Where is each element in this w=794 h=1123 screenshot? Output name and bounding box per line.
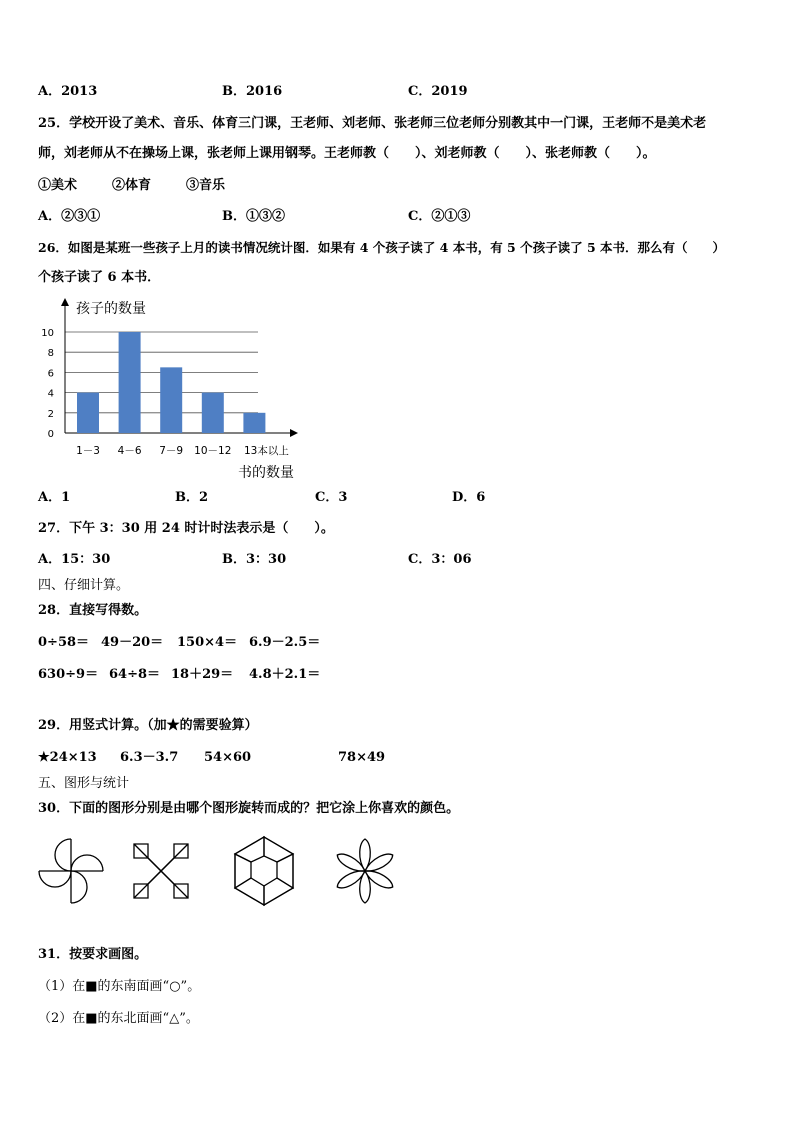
q26-option-b: B．2 bbox=[175, 490, 209, 505]
q28-row2-item2: 64÷8＝ bbox=[109, 667, 161, 682]
chart-x-tick-label: 13本以上 bbox=[243, 445, 289, 457]
q29-item4: 78×49 bbox=[338, 750, 386, 765]
chart-x-tick-label: 4－6 bbox=[117, 445, 142, 457]
chart-x-tick-label: 7－9 bbox=[159, 445, 184, 457]
q26-line2: 个孩子读了 6 本书． bbox=[38, 270, 161, 285]
chart-y-tick-label: 0 bbox=[47, 429, 54, 440]
chart-bar bbox=[243, 413, 265, 433]
q27-option-c: C．3：06 bbox=[408, 552, 472, 567]
q31-sub2: （2）在■的东北面画“△”。 bbox=[38, 1011, 199, 1026]
q25-subject-3: ③音乐 bbox=[186, 178, 226, 193]
q29-text: 29．用竖式计算。（加★的需要验算） bbox=[38, 718, 258, 733]
q30-text: 30．下面的图形分别是由哪个图形旋转而成的？把它涂上你喜欢的颜色。 bbox=[38, 801, 460, 816]
chart-y-tick-label: 2 bbox=[47, 408, 54, 420]
q28-row1-item3: 150×4＝ bbox=[177, 635, 238, 650]
q28-row2-item3: 18＋29＝ bbox=[171, 667, 234, 682]
chart-x-tick-label: 1－3 bbox=[76, 445, 100, 457]
q29-item1: ★24×13 bbox=[38, 750, 97, 765]
q28-row2-item4: 4.8＋2.1＝ bbox=[249, 667, 321, 682]
q25-line2: 师，刘老师从不在操场上课，张老师上课用钢琴。王老师教（ ）、刘老师教（ ）、张老师教（ ）。 bbox=[38, 146, 656, 161]
pinwheel-figure bbox=[36, 836, 106, 906]
q25-subject-1: ①美术 bbox=[38, 178, 78, 193]
chart-x-tick-label: 10－12 bbox=[194, 445, 232, 457]
q25-subject-2: ②体育 bbox=[112, 178, 152, 193]
q26-line1: 26．如图是某班一些孩子上月的读书情况统计图．如果有 4 个孩子读了 4 本书，有 5 个孩子读了 5 本书．那么有（ ） bbox=[38, 240, 726, 255]
q24-option-b: B．2016 bbox=[222, 84, 283, 99]
chart-bar bbox=[119, 332, 141, 433]
chart-bar bbox=[202, 393, 224, 433]
section-4-heading: 四、仔细计算。 bbox=[38, 578, 130, 593]
q26-option-a: A．1 bbox=[38, 490, 71, 505]
chart-y-axis-label: 孩子的数量 bbox=[76, 301, 146, 317]
chart-y-tick-label: 10 bbox=[41, 328, 54, 339]
q26-option-c: C．3 bbox=[315, 490, 348, 505]
chart-bar bbox=[77, 393, 99, 433]
q27-option-a: A．15：30 bbox=[38, 552, 111, 567]
q28-row1-item4: 6.9－2.5＝ bbox=[249, 635, 321, 650]
q31-text: 31．按要求画图。 bbox=[38, 947, 148, 962]
q25-option-b: B．①③② bbox=[222, 209, 285, 224]
flower-figure bbox=[330, 836, 400, 906]
q31-sub1: （1）在■的东南面画“○”。 bbox=[38, 979, 201, 994]
cross-arrow-figure bbox=[126, 836, 196, 906]
q25-option-a: A．②③① bbox=[38, 209, 101, 224]
q27-option-b: B．3：30 bbox=[222, 552, 287, 567]
q28-text: 28．直接写得数。 bbox=[38, 603, 148, 618]
chart-bar bbox=[160, 367, 182, 433]
chart-x-axis-label: 书的数量 bbox=[238, 465, 294, 481]
q26-option-d: D．6 bbox=[452, 490, 486, 505]
chart-y-tick-label: 6 bbox=[47, 368, 54, 380]
chart-y-axis-arrow bbox=[61, 298, 69, 306]
q27-text: 27．下午 3：30 用 24 时计时法表示是（ ）。 bbox=[38, 521, 334, 536]
q28-row1-item2: 49－20＝ bbox=[101, 635, 164, 650]
q24-option-a: A．2013 bbox=[38, 84, 98, 99]
chart-y-tick-label: 8 bbox=[47, 348, 54, 360]
q25-line1: 25．学校开设了美术、音乐、体育三门课，王老师、刘老师、张老师三位老师分别教其中一门课，王老师不是美术老 bbox=[38, 116, 707, 131]
q29-item2: 6.3－3.7 bbox=[120, 750, 179, 765]
q29-item3: 54×60 bbox=[204, 750, 252, 765]
hexagon-rotation-figure bbox=[227, 834, 301, 908]
chart-x-axis-arrow bbox=[290, 429, 298, 437]
q28-row1-item1: 0÷58＝ bbox=[38, 635, 90, 650]
section-5-heading: 五、图形与统计 bbox=[38, 776, 130, 791]
chart-y-tick-label: 4 bbox=[47, 388, 54, 400]
q28-row2-item1: 630÷9＝ bbox=[38, 667, 99, 682]
q24-option-c: C．2019 bbox=[408, 84, 468, 99]
q25-option-c: C．②①③ bbox=[408, 209, 471, 224]
